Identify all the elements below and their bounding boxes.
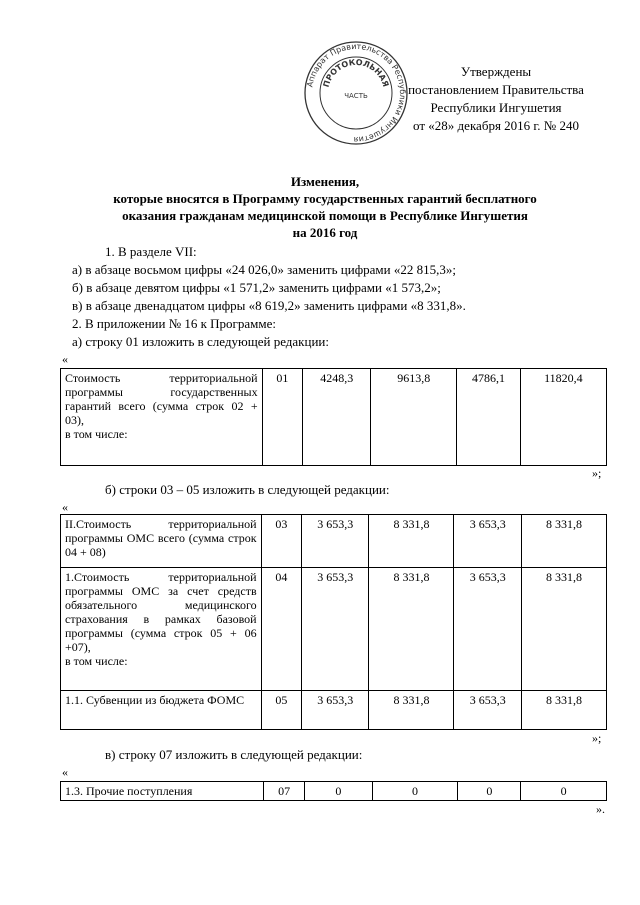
row-value-2: 8 331,8 — [369, 515, 454, 568]
approval-line-4: от «28» декабря 2016 г. № 240 — [413, 118, 579, 133]
paragraph-1: 1. В разделе VII: — [105, 244, 197, 259]
row-name-cell — [61, 568, 262, 691]
row-name: Стоимость территориальной программы государственных гарантий всего (сумма строк 02 + 03), — [65, 371, 258, 427]
approval-line-2: постановлением Правительства — [408, 82, 584, 97]
approval-line-1: Утверждены — [460, 64, 532, 79]
row-name-cell — [61, 691, 262, 730]
table-row — [61, 568, 607, 691]
open-quote-1: « — [62, 352, 68, 366]
row-name: 1.Стоимость территориальной программы ОМС за счет средств обязательного медицинского страхования в рамках базовой программы (сумма строк 05 + 06 +07), — [65, 570, 257, 654]
row-code: 04 — [261, 568, 301, 691]
row-code: 03 — [261, 515, 301, 568]
row-value-3: 0 — [458, 782, 521, 801]
paragraph-3: б) в абзаце девятом цифры «1 571,2» заменить цифрами «1 573,2»; — [72, 280, 441, 295]
title-line-3: оказания гражданам медицинской помощи в Республике Ингушетия — [122, 208, 528, 223]
row-name: II.Стоимость территориальной программы ОМС всего (сумма строк 04 + 08) — [65, 517, 257, 559]
row-value-1: 4248,3 — [303, 369, 371, 466]
row-code: 01 — [262, 369, 303, 466]
paragraph-4: в) в абзаце двенадцатом цифры «8 619,2» заменить цифрами «8 331,8». — [72, 298, 466, 313]
title-line-2: которые вносятся в Программу государственных гарантий бесплатного — [113, 191, 537, 206]
close-quote-3: ». — [596, 802, 605, 816]
row-value-3: 3 653,3 — [454, 568, 521, 691]
table-row — [61, 515, 607, 568]
close-quote-1: »; — [592, 466, 602, 480]
approval-block — [370, 63, 622, 135]
row-name-cell — [61, 515, 262, 568]
row-value-4: 8 331,8 — [521, 515, 606, 568]
row-value-3: 3 653,3 — [454, 515, 521, 568]
table-row-07 — [60, 781, 607, 801]
table-row — [61, 782, 607, 801]
svg-text:ЧАСТЬ: ЧАСТЬ — [344, 92, 368, 100]
close-quote-2: »; — [592, 731, 602, 745]
row-value-1: 3 653,3 — [302, 515, 369, 568]
row-value-1: 3 653,3 — [302, 568, 369, 691]
table-rows-03-05 — [60, 514, 607, 730]
paragraph-6: а) строку 01 изложить в следующей редакции: — [72, 334, 329, 349]
table-row — [61, 369, 607, 466]
open-quote-2: « — [62, 500, 68, 514]
row-name-tail: в том числе: — [65, 427, 128, 441]
approval-line-3: Республики Ингушетия — [430, 100, 562, 115]
paragraph-8: в) строку 07 изложить в следующей редакции: — [105, 747, 363, 762]
title-line-1: Изменения, — [290, 174, 360, 189]
svg-text:Аппарат Правительства Республи: Аппарат Правительства Республики Ингушетия — [305, 41, 408, 145]
row-code: 05 — [261, 691, 301, 730]
row-value-4: 0 — [521, 782, 607, 801]
row-value-2: 8 331,8 — [369, 568, 454, 691]
table-row — [61, 691, 607, 730]
row-value-2: 9613,8 — [371, 369, 457, 466]
open-quote-3: « — [62, 765, 68, 779]
row-value-1: 3 653,3 — [302, 691, 369, 730]
row-value-2: 0 — [372, 782, 458, 801]
row-value-4: 8 331,8 — [521, 691, 606, 730]
row-value-4: 8 331,8 — [521, 568, 606, 691]
row-value-4: 11820,4 — [520, 369, 606, 466]
paragraph-5: 2. В приложении № 16 к Программе: — [72, 316, 276, 331]
svg-text:ПРОТОКОЛЬНАЯ: ПРОТОКОЛЬНАЯ — [321, 57, 391, 89]
row-value-2: 8 331,8 — [369, 691, 454, 730]
paragraph-2: а) в абзаце восьмом цифры «24 026,0» заменить цифрами «22 815,3»; — [72, 262, 456, 277]
row-name: 1.1. Субвенции из бюджета ФОМС — [65, 693, 245, 707]
row-value-1: 0 — [305, 782, 373, 801]
row-value-3: 4786,1 — [457, 369, 520, 466]
title-line-4: на 2016 год — [292, 225, 358, 240]
paragraph-7: б) строки 03 – 05 изложить в следующей редакции: — [105, 482, 390, 497]
table-row-01 — [60, 368, 607, 466]
document-title — [40, 173, 610, 241]
row-value-3: 3 653,3 — [454, 691, 521, 730]
row-name-tail: в том числе: — [65, 654, 128, 668]
row-name-cell — [61, 369, 263, 466]
row-code: 07 — [264, 782, 305, 801]
row-name: 1.3. Прочие поступления — [61, 782, 264, 801]
